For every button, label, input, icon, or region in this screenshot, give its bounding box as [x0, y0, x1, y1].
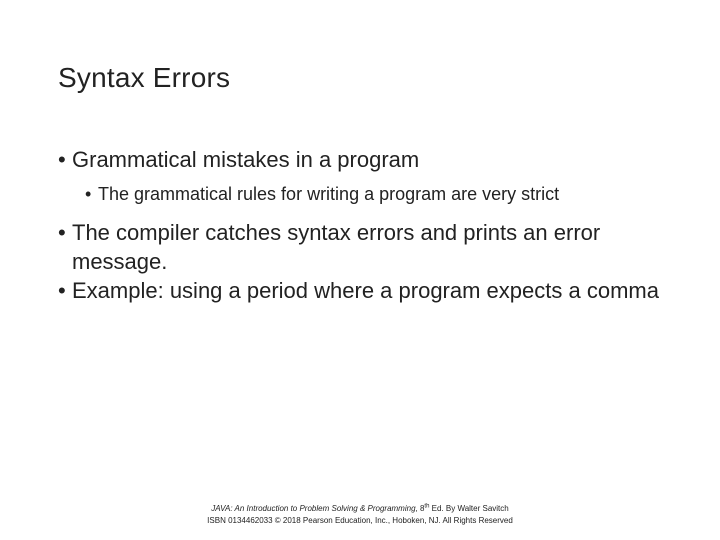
bullet-dot-icon: • — [58, 220, 66, 245]
copyright-footer — [0, 503, 720, 527]
bullet-item — [58, 145, 678, 174]
bullet-dot-icon: • — [58, 147, 66, 172]
sub-bullet-item — [58, 182, 678, 206]
bullet-text: Example: using a period where a program expects a comma — [72, 278, 659, 303]
edition-number: 8 — [419, 504, 425, 513]
bullet-dot-icon: • — [58, 278, 66, 303]
bullet-text: Grammatical mistakes in a program — [72, 147, 420, 172]
bullet-text: The compiler catches syntax errors and prints an error message. — [72, 220, 601, 274]
bullet-item — [58, 218, 678, 276]
slide-title: Syntax Errors — [58, 62, 231, 93]
edition-rest: Ed. By Walter Savitch — [429, 504, 509, 513]
book-title: JAVA: An Introduction to Problem Solving & Programming — [211, 504, 416, 513]
bullet-item — [58, 276, 678, 305]
footer-line-2: ISBN 0134462033 © 2018 Pearson Education, Inc., Hoboken, NJ. All Rights Reserved — [207, 516, 513, 525]
slide-body — [58, 145, 678, 305]
edition-suffix: th — [424, 503, 430, 510]
bullet-text: The grammatical rules for writing a program are very strict — [98, 184, 560, 204]
bullet-dot-icon: • — [85, 184, 92, 204]
footer-line-1: JAVA: An Introduction to Problem Solving & Programming, 8th Ed. By Walter Savitch — [211, 503, 509, 513]
